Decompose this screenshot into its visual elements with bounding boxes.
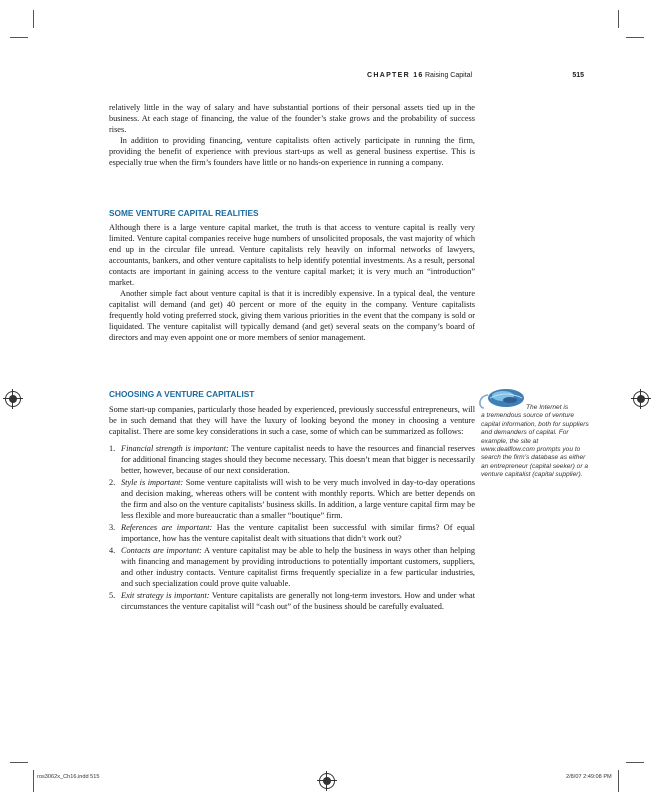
intro-text: [109, 102, 475, 168]
crop-mark: [10, 37, 28, 38]
page-number: 515: [572, 72, 584, 79]
crop-mark: [618, 770, 619, 792]
footer-file-slug: ros3062x_Ch16.indd 515: [37, 774, 100, 780]
paragraph: Some start-up companies, particularly those headed by experienced, previously successful entrepreneurs, will be in such demand that they will have the luxury of looking beyond the money in choosing a venture capitalist. There are some key considerations in such a case, some of which can be summarized as follows:: [109, 405, 475, 436]
paragraph: In addition to providing financing, venture capitalists often actively participate in running the firm, providing the benefit of experience with previous start-ups as well as general business expertise. This is especially true when the firm’s founders have little or no hands-on experience in running a company.: [109, 136, 475, 167]
crop-mark: [626, 37, 644, 38]
registration-mark-icon: [319, 773, 335, 789]
chapter-label: CHAPTER 16: [367, 72, 424, 79]
section-heading: CHOOSING A VENTURE CAPITALIST: [109, 389, 255, 399]
section-text: [109, 404, 475, 613]
paragraph: Another simple fact about venture capital is that it is incredibly expensive. In a typical deal, the venture capitalist will demand (and get) 40 percent or more of the equity in the company. Venture capitalists frequently hold voting preferred stock, giving them various priorities in the event that the company is sold or liquidated. The venture capitalist will typically demand (and get) several seats on the company’s board of directors and may even appoint one or more members of senior management.: [109, 289, 475, 342]
paragraph: Although there is a large venture capital market, the truth is that access to venture capital is really very limited. Venture capital companies receive huge numbers of unsolicited proposals, the vast majority of which end up in the circular file unread. Venture capitalists rely heavily on informal networks of lawyers, accountants, bankers, and other venture capitalists to help identify potential investments. As a result, personal contacts are important in gaining access to the venture capital market; it is very much an “introduction” market.: [109, 223, 475, 287]
paragraph: relatively little in the way of salary and have substantial portions of their personal assets tied up in the business. At each stage of financing, the value of the founder’s stake grows and the probability of success rises.: [109, 103, 475, 134]
crop-mark: [626, 762, 644, 763]
section-heading: SOME VENTURE CAPITAL REALITIES: [109, 208, 259, 218]
list-item: 1. Financial strength is important: The venture capitalist needs to have the resources and financial reserves for additional financing stages should they become necessary. This doesn’t mean that bigger is necessarily better, however, because of our next consideration.: [109, 444, 475, 475]
list-item: 4. Contacts are important: A venture capitalist may be able to help the business in ways other than helping with financing and management by providing introductions to potentially important customers, suppliers, and other industry contacts. Venture capitalist firms frequently specialize in a few particular industries, and such specialization could prove quite valuable.: [109, 546, 475, 588]
registration-mark-icon: [633, 391, 649, 407]
margin-note: [481, 404, 593, 480]
crop-mark: [10, 762, 28, 763]
margin-note-text: a tremendous source of venture capital information, both for suppliers and demanders of capital. For example, the site at www.dealflow.com prompts you to search the firm’s database as either an entrepreneur (capital seeker) or a venture capitalist (capital supplier).: [481, 412, 589, 479]
chapter-number: 16: [413, 72, 424, 79]
footer-timestamp: 2/8/07 2:49:08 PM: [566, 774, 612, 780]
running-title: Raising Capital: [425, 72, 473, 79]
crop-mark: [33, 770, 34, 792]
list-item: 2. Style is important: Some venture capitalists will wish to be very much involved in day-to-day operations and decision making, whereas others will be content with monthly reports. Which are better depends on the firm and also on the venture capitalists’ business skills. In addition, a large venture capital firm may be less flexible and more bureaucratic than a smaller “boutique” firm.: [109, 478, 475, 520]
list-item: 3. References are important: Has the venture capitalist been successful with similar firms? Of equal importance, how has the venture capitalist dealt with situations that didn’t work out?: [109, 523, 475, 543]
registration-mark-icon: [5, 391, 21, 407]
margin-note-first-line: The Internet is: [526, 404, 569, 411]
considerations-list: [109, 443, 475, 612]
crop-mark: [33, 10, 34, 28]
crop-mark: [618, 10, 619, 28]
section-text: [109, 222, 475, 343]
list-item: 5. Exit strategy is important: Venture capitalists are generally not long-term investors. How and under what circumstances the venture capitalist will “cash out” of the business should be carefully evaluated.: [109, 591, 476, 611]
